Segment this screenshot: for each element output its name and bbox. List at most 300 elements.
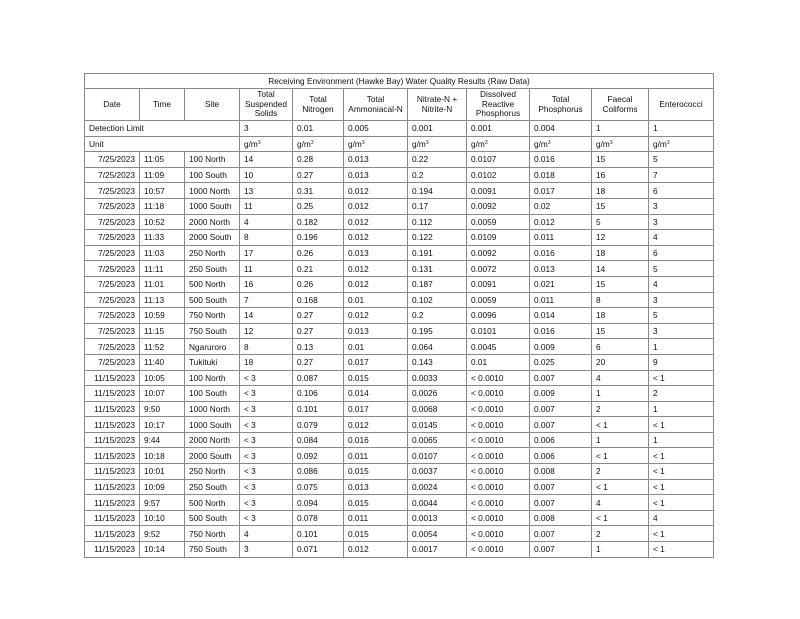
table-cell: 4 <box>649 230 714 246</box>
table-cell: 0.0102 <box>467 167 530 183</box>
table-cell: 11:13 <box>140 292 185 308</box>
table-cell: < 1 <box>592 448 649 464</box>
table-cell: 11 <box>240 198 293 214</box>
table-cell: 0.008 <box>530 510 592 526</box>
unit-exponent: 3 <box>484 139 488 146</box>
unit-base: g/m <box>412 138 426 149</box>
unit-exponent: 3 <box>425 139 429 146</box>
unit-value <box>649 136 714 152</box>
table-cell: 0.187 <box>408 276 467 292</box>
table-cell: 0.016 <box>344 432 408 448</box>
table-cell: 1 <box>592 432 649 448</box>
table-cell: 0.112 <box>408 214 467 230</box>
table-cell: 10:09 <box>140 479 185 495</box>
detection-limit-value: 0.001 <box>467 121 530 137</box>
table-cell: 14 <box>592 261 649 277</box>
table-cell: 0.106 <box>293 386 344 402</box>
table-cell: < 1 <box>649 479 714 495</box>
table-cell: 0.101 <box>293 401 344 417</box>
table-cell: 0.0013 <box>408 510 467 526</box>
table-row <box>85 198 714 214</box>
table-cell: 750 North <box>185 308 240 324</box>
table-cell: 0.26 <box>293 245 344 261</box>
table-cell: 0.009 <box>530 339 592 355</box>
column-header: Total Nitrogen <box>293 89 344 121</box>
table-cell: 7/25/2023 <box>85 339 140 355</box>
table-cell: 0.25 <box>293 198 344 214</box>
table-cell: 0.0044 <box>408 495 467 511</box>
table-cell: 0.021 <box>530 276 592 292</box>
table-cell: 0.007 <box>530 401 592 417</box>
table-cell: 0.0072 <box>467 261 530 277</box>
table-cell: < 3 <box>240 510 293 526</box>
table-cell: < 3 <box>240 495 293 511</box>
table-cell: < 1 <box>649 542 714 558</box>
table-cell: 0.0024 <box>408 479 467 495</box>
table-cell: 2000 North <box>185 432 240 448</box>
table-cell: 0.0109 <box>467 230 530 246</box>
table-row <box>85 510 714 526</box>
table-cell: 7/25/2023 <box>85 276 140 292</box>
table-cell: 0.28 <box>293 152 344 168</box>
table-cell: 11/15/2023 <box>85 386 140 402</box>
table-cell: 0.013 <box>344 152 408 168</box>
unit-value <box>293 136 344 152</box>
table-cell: 0.075 <box>293 479 344 495</box>
table-cell: 1 <box>649 432 714 448</box>
table-cell: 0.007 <box>530 495 592 511</box>
table-cell: < 3 <box>240 370 293 386</box>
table-cell: 7 <box>649 167 714 183</box>
table-cell: 11/15/2023 <box>85 448 140 464</box>
table-cell: < 0.0010 <box>467 526 530 542</box>
table-cell: 0.012 <box>344 261 408 277</box>
table-cell: < 1 <box>649 448 714 464</box>
table-cell: < 3 <box>240 432 293 448</box>
table-cell: 7/25/2023 <box>85 323 140 339</box>
table-cell: 6 <box>649 183 714 199</box>
table-cell: < 0.0010 <box>467 542 530 558</box>
table-cell: < 0.0010 <box>467 370 530 386</box>
table-cell: 0.013 <box>344 245 408 261</box>
unit-label: Unit <box>85 136 240 152</box>
table-cell: 10:07 <box>140 386 185 402</box>
column-header: Site <box>185 89 240 121</box>
table-row <box>85 432 714 448</box>
table-row <box>85 276 714 292</box>
table-cell: 2000 North <box>185 214 240 230</box>
table-cell: 0.011 <box>530 230 592 246</box>
table-row <box>85 448 714 464</box>
table-cell: 0.0033 <box>408 370 467 386</box>
table-cell: 7/25/2023 <box>85 167 140 183</box>
unit-value <box>408 136 467 152</box>
table-cell: 500 North <box>185 276 240 292</box>
table-cell: 2000 South <box>185 230 240 246</box>
table-cell: < 0.0010 <box>467 432 530 448</box>
table-cell: 0.011 <box>344 510 408 526</box>
table-cell: 17 <box>240 245 293 261</box>
table-cell: 250 North <box>185 464 240 480</box>
table-cell: 0.2 <box>408 167 467 183</box>
table-cell: 0.21 <box>293 261 344 277</box>
table-cell: 0.27 <box>293 308 344 324</box>
table-cell: 0.012 <box>344 542 408 558</box>
table-cell: 16 <box>240 276 293 292</box>
table-cell: 11:40 <box>140 354 185 370</box>
column-header: Time <box>140 89 185 121</box>
table-cell: 0.191 <box>408 245 467 261</box>
table-row <box>85 292 714 308</box>
table-row <box>85 261 714 277</box>
table-cell: 0.131 <box>408 261 467 277</box>
table-cell: 0.094 <box>293 495 344 511</box>
table-cell: 1000 South <box>185 417 240 433</box>
table-cell: 11/15/2023 <box>85 464 140 480</box>
table-cell: < 3 <box>240 401 293 417</box>
unit-exponent: 3 <box>257 139 261 146</box>
table-cell: 0.015 <box>344 464 408 480</box>
table-cell: 1000 North <box>185 401 240 417</box>
table-cell: < 1 <box>649 464 714 480</box>
table-row <box>85 308 714 324</box>
table-cell: 7/25/2023 <box>85 354 140 370</box>
unit-exponent: 3 <box>609 139 613 146</box>
table-cell: 0.084 <box>293 432 344 448</box>
table-cell: 9:52 <box>140 526 185 542</box>
table-cell: 0.092 <box>293 448 344 464</box>
table-cell: < 1 <box>592 479 649 495</box>
table-cell: 1000 North <box>185 183 240 199</box>
table-cell: 16 <box>592 167 649 183</box>
table-cell: < 0.0010 <box>467 401 530 417</box>
table-cell: 10 <box>240 167 293 183</box>
table-cell: 0.006 <box>530 432 592 448</box>
table-cell: 0.013 <box>344 479 408 495</box>
table-cell: 750 North <box>185 526 240 542</box>
table-cell: 11:09 <box>140 167 185 183</box>
table-cell: 0.2 <box>408 308 467 324</box>
table-cell: 2 <box>592 526 649 542</box>
column-header: Total Phosphorus <box>530 89 592 121</box>
table-cell: 0.012 <box>530 214 592 230</box>
unit-base: g/m <box>653 138 667 149</box>
table-cell: 0.011 <box>530 292 592 308</box>
table-cell: < 3 <box>240 417 293 433</box>
table-cell: 6 <box>592 339 649 355</box>
table-cell: 0.27 <box>293 354 344 370</box>
table-cell: 0.0026 <box>408 386 467 402</box>
table-cell: 100 North <box>185 152 240 168</box>
table-cell: 0.064 <box>408 339 467 355</box>
table-cell: 11:33 <box>140 230 185 246</box>
table-cell: 750 South <box>185 542 240 558</box>
table-cell: 0.31 <box>293 183 344 199</box>
table-row <box>85 245 714 261</box>
water-quality-table <box>84 73 714 558</box>
table-cell: 1000 South <box>185 198 240 214</box>
table-cell: < 0.0010 <box>467 495 530 511</box>
table-cell: 8 <box>240 339 293 355</box>
table-cell: 7/25/2023 <box>85 214 140 230</box>
table-cell: 0.196 <box>293 230 344 246</box>
table-cell: Tukituki <box>185 354 240 370</box>
table-cell: 500 South <box>185 510 240 526</box>
table-cell: 18 <box>592 308 649 324</box>
table-cell: 0.025 <box>530 354 592 370</box>
table-cell: 0.078 <box>293 510 344 526</box>
table-cell: 11/15/2023 <box>85 401 140 417</box>
table-row <box>85 370 714 386</box>
table-cell: 0.012 <box>344 198 408 214</box>
column-header: Dissolved Reactive Phosphorus <box>467 89 530 121</box>
detection-limit-row <box>85 121 714 137</box>
table-cell: 6 <box>649 245 714 261</box>
table-cell: 0.016 <box>530 323 592 339</box>
table-cell: 0.0017 <box>408 542 467 558</box>
unit-value <box>467 136 530 152</box>
table-cell: 0.012 <box>344 183 408 199</box>
table-cell: 0.015 <box>344 370 408 386</box>
table-cell: 0.015 <box>344 526 408 542</box>
table-cell: 11:05 <box>140 152 185 168</box>
table-row <box>85 401 714 417</box>
table-cell: 10:01 <box>140 464 185 480</box>
table-cell: 7/25/2023 <box>85 183 140 199</box>
table-row <box>85 214 714 230</box>
table-cell: 0.009 <box>530 386 592 402</box>
table-cell: 0.26 <box>293 276 344 292</box>
table-cell: 0.01 <box>344 339 408 355</box>
table-cell: 7/25/2023 <box>85 245 140 261</box>
detection-limit-value: 0.004 <box>530 121 592 137</box>
table-row <box>85 464 714 480</box>
table-cell: 0.0092 <box>467 245 530 261</box>
table-cell: 100 South <box>185 167 240 183</box>
table-cell: 11/15/2023 <box>85 479 140 495</box>
table-cell: 0.0091 <box>467 183 530 199</box>
table-cell: 7/25/2023 <box>85 230 140 246</box>
table-cell: < 1 <box>649 526 714 542</box>
table-cell: 10:59 <box>140 308 185 324</box>
table-cell: 3 <box>649 323 714 339</box>
table-cell: 0.195 <box>408 323 467 339</box>
table-cell: < 3 <box>240 386 293 402</box>
table-cell: 0.079 <box>293 417 344 433</box>
table-cell: < 3 <box>240 479 293 495</box>
table-cell: < 0.0010 <box>467 417 530 433</box>
table-cell: 0.0091 <box>467 276 530 292</box>
table-cell: < 0.0010 <box>467 479 530 495</box>
table-cell: 0.27 <box>293 167 344 183</box>
table-cell: 7/25/2023 <box>85 308 140 324</box>
table-cell: 10:57 <box>140 183 185 199</box>
table-cell: 8 <box>592 292 649 308</box>
table-cell: 0.101 <box>293 526 344 542</box>
table-cell: 0.012 <box>344 214 408 230</box>
table-cell: 11/15/2023 <box>85 526 140 542</box>
table-cell: 20 <box>592 354 649 370</box>
table-cell: < 0.0010 <box>467 386 530 402</box>
table-cell: 10:05 <box>140 370 185 386</box>
table-cell: 4 <box>240 214 293 230</box>
unit-base: g/m <box>534 138 548 149</box>
table-row <box>85 167 714 183</box>
detection-limit-label: Detection Limit <box>85 121 240 137</box>
table-cell: 13 <box>240 183 293 199</box>
table-cell: 0.017 <box>530 183 592 199</box>
table-row <box>85 526 714 542</box>
table-cell: 11/15/2023 <box>85 510 140 526</box>
unit-exponent: 3 <box>547 139 551 146</box>
table-cell: 0.194 <box>408 183 467 199</box>
table-cell: 0.22 <box>408 152 467 168</box>
table-row <box>85 152 714 168</box>
table-cell: 0.007 <box>530 417 592 433</box>
unit-base: g/m <box>297 138 311 149</box>
unit-base: g/m <box>596 138 610 149</box>
unit-exponent: 3 <box>361 139 365 146</box>
table-cell: < 1 <box>592 510 649 526</box>
table-cell: 0.013 <box>530 261 592 277</box>
table-cell: 0.0107 <box>467 152 530 168</box>
table-cell: 0.007 <box>530 479 592 495</box>
table-cell: 4 <box>649 276 714 292</box>
table-cell: 0.0054 <box>408 526 467 542</box>
table-cell: 11:01 <box>140 276 185 292</box>
table-row <box>85 479 714 495</box>
unit-value <box>344 136 408 152</box>
table-cell: 18 <box>592 245 649 261</box>
table-cell: 250 North <box>185 245 240 261</box>
table-cell: 0.087 <box>293 370 344 386</box>
table-cell: 10:14 <box>140 542 185 558</box>
table-row <box>85 542 714 558</box>
table-cell: 10:52 <box>140 214 185 230</box>
table-cell: 0.168 <box>293 292 344 308</box>
table-cell: 3 <box>649 292 714 308</box>
table-cell: 0.007 <box>530 526 592 542</box>
column-header: Total Suspended Solids <box>240 89 293 121</box>
table-cell: 0.122 <box>408 230 467 246</box>
table-cell: Ngaruroro <box>185 339 240 355</box>
table-cell: 8 <box>240 230 293 246</box>
unit-value <box>530 136 592 152</box>
table-cell: 0.0065 <box>408 432 467 448</box>
table-cell: 11:18 <box>140 198 185 214</box>
unit-base: g/m <box>471 138 485 149</box>
table-row <box>85 386 714 402</box>
table-cell: 1 <box>649 401 714 417</box>
table-cell: 14 <box>240 308 293 324</box>
column-header: Date <box>85 89 140 121</box>
table-cell: 0.02 <box>530 198 592 214</box>
table-cell: 0.015 <box>344 495 408 511</box>
table-cell: < 3 <box>240 448 293 464</box>
unit-base: g/m <box>348 138 362 149</box>
table-cell: 250 South <box>185 261 240 277</box>
table-row <box>85 183 714 199</box>
table-row <box>85 323 714 339</box>
table-cell: 5 <box>649 152 714 168</box>
table-cell: 100 North <box>185 370 240 386</box>
column-header-row <box>85 89 714 121</box>
table-cell: 3 <box>240 542 293 558</box>
table-cell: 500 North <box>185 495 240 511</box>
table-cell: < 3 <box>240 464 293 480</box>
table-cell: 0.0045 <box>467 339 530 355</box>
table-cell: 1 <box>649 339 714 355</box>
table-row <box>85 230 714 246</box>
table-cell: < 1 <box>649 495 714 511</box>
table-cell: 18 <box>592 183 649 199</box>
unit-row <box>85 136 714 152</box>
table-cell: 7 <box>240 292 293 308</box>
table-cell: 0.102 <box>408 292 467 308</box>
table-cell: < 1 <box>649 370 714 386</box>
column-header: Enterococci <box>649 89 714 121</box>
unit-value <box>592 136 649 152</box>
table-cell: 11/15/2023 <box>85 495 140 511</box>
table-cell: < 0.0010 <box>467 510 530 526</box>
table-cell: 0.012 <box>344 276 408 292</box>
table-cell: < 1 <box>649 417 714 433</box>
detection-limit-value: 0.001 <box>408 121 467 137</box>
table-cell: 2 <box>592 401 649 417</box>
table-cell: 9 <box>649 354 714 370</box>
table-cell: 0.27 <box>293 323 344 339</box>
table-cell: 2 <box>649 386 714 402</box>
table-cell: 0.017 <box>344 401 408 417</box>
table-cell: 7/25/2023 <box>85 198 140 214</box>
table-cell: 0.014 <box>344 386 408 402</box>
table-cell: 0.13 <box>293 339 344 355</box>
table-cell: 15 <box>592 198 649 214</box>
table-cell: 0.0145 <box>408 417 467 433</box>
table-row <box>85 354 714 370</box>
table-cell: 10:17 <box>140 417 185 433</box>
table-cell: 4 <box>592 370 649 386</box>
table-cell: 14 <box>240 152 293 168</box>
detection-limit-value: 0.01 <box>293 121 344 137</box>
table-cell: 4 <box>592 495 649 511</box>
table-cell: 11/15/2023 <box>85 542 140 558</box>
table-cell: 9:57 <box>140 495 185 511</box>
column-header: Nitrate-N + Nitrite-N <box>408 89 467 121</box>
table-cell: 0.013 <box>344 323 408 339</box>
table-title: Receiving Environment (Hawke Bay) Water Quality Results (Raw Data) <box>85 74 714 89</box>
table-cell: 0.0101 <box>467 323 530 339</box>
table-cell: 2 <box>592 464 649 480</box>
table-cell: 11:15 <box>140 323 185 339</box>
table-cell: 9:50 <box>140 401 185 417</box>
table-cell: 7/25/2023 <box>85 292 140 308</box>
table-cell: 0.0096 <box>467 308 530 324</box>
table-cell: 1 <box>592 542 649 558</box>
table-cell: 3 <box>649 214 714 230</box>
table-cell: 4 <box>649 510 714 526</box>
table-cell: 15 <box>592 152 649 168</box>
table-cell: 9:44 <box>140 432 185 448</box>
table-cell: 11:52 <box>140 339 185 355</box>
table-cell: 11 <box>240 261 293 277</box>
table-cell: 15 <box>592 276 649 292</box>
table-cell: 0.007 <box>530 542 592 558</box>
table-cell: 0.071 <box>293 542 344 558</box>
table-cell: 11/15/2023 <box>85 432 140 448</box>
table-cell: 0.012 <box>344 417 408 433</box>
table-row <box>85 339 714 355</box>
